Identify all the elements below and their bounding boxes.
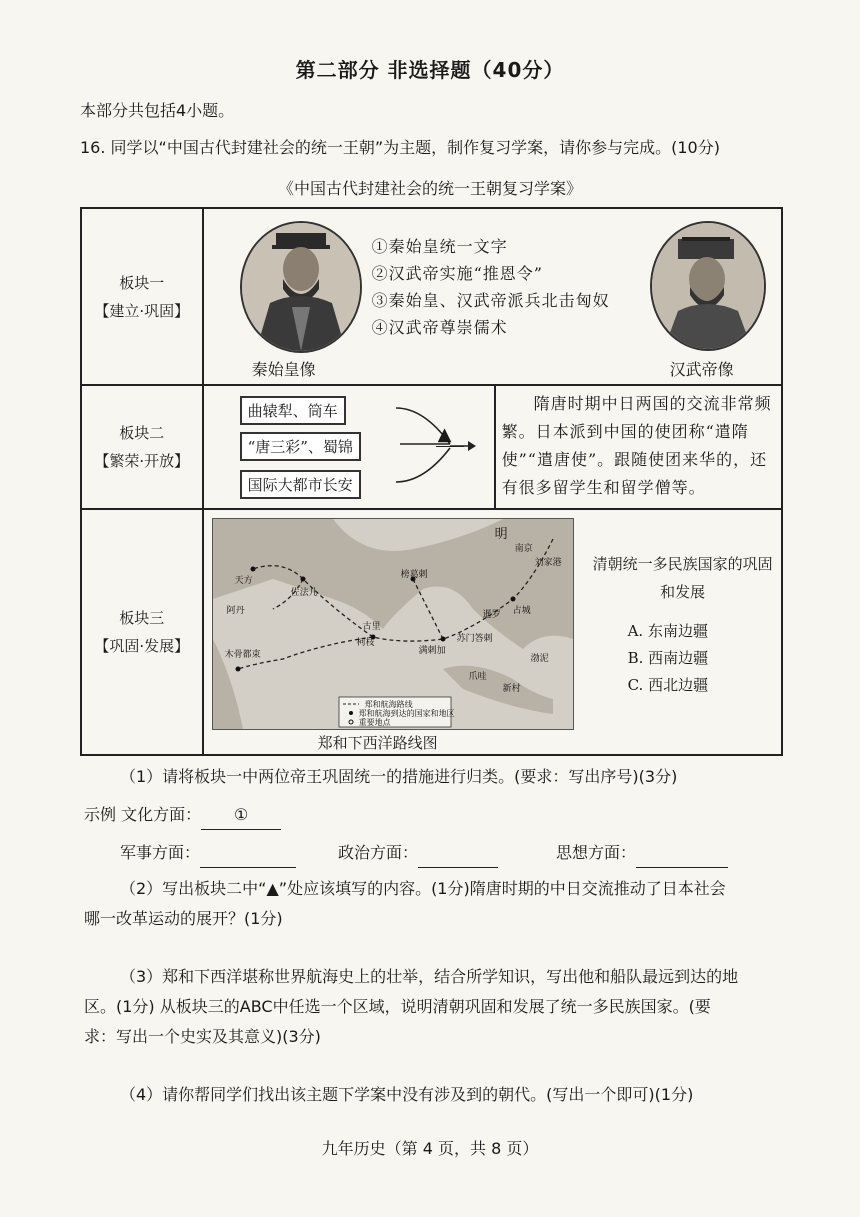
inner-divider [494, 386, 496, 508]
map-label: 暹罗 [482, 610, 501, 620]
section1-measures [372, 233, 610, 341]
map-label: 渤泥 [530, 654, 549, 664]
study-case-table [80, 207, 783, 756]
page-footer: 九年历史（第 4 页，共 8 页） [321, 1139, 539, 1158]
political-answer-row [338, 838, 498, 868]
section3-label: 板块三 【巩固·发展】 [81, 509, 203, 755]
measure-item: ③秦始皇、汉武帝派兵北击匈奴 [371, 291, 610, 310]
qin-shi-huang-portrait [240, 221, 362, 353]
map-legend-item: 郑和航海到达的国家和地区 [358, 709, 455, 718]
map-label: 新村 [502, 684, 521, 694]
qin-portrait-caption: 秦始皇像 [251, 360, 316, 379]
study-case-title: 《中国古代封建社会的统一王朝复习学案》 [277, 179, 582, 198]
map-caption: 郑和下西洋路线图 [317, 734, 438, 752]
thought-answer-field[interactable] [636, 838, 728, 868]
blank-line [436, 446, 464, 447]
example-row [84, 800, 281, 830]
thought-answer-row [556, 838, 728, 868]
sui-tang-paragraph: 隋唐时期中日两国的交流非常频繁。日本派到中国的使团称“遣隋使”“遣唐使”。跟随使团来华的，还有很多留学生和留学僧等。 [501, 394, 772, 497]
subquestion-2-line1: （2）写出板块二中“▲”处应该填写的内容。(1分)隋唐时期的中日交流推动了日本社会 [120, 879, 726, 898]
blank-triangle-mark: ▲ [437, 424, 452, 445]
achievement-box: 国际大都市长安 [240, 470, 361, 499]
region-option: A. 东南边疆 [627, 622, 708, 640]
map-label: 爪哇 [468, 672, 487, 682]
example-answer: ① [201, 800, 281, 830]
map-label: 天方 [234, 576, 253, 586]
map-label: 阿丹 [226, 606, 245, 616]
subquestion-3-line2: 区。(1分) 从板块三的ABC中任选一个区域，说明清朝巩固和发展了统一多民族国家。(要 [84, 997, 711, 1016]
map-legend-item: 重要地点 [358, 718, 391, 727]
subquestion-3-line1: （3）郑和下西洋堪称世界航海史上的壮举，结合所学知识，写出他和船队最远到达的地 [120, 967, 739, 986]
region-options [628, 618, 709, 699]
political-answer-field[interactable] [418, 838, 498, 868]
question-16-stem: 16. 同学以“中国古代封建社会的统一王朝”为主题，制作复习学案，请你参与完成。(10分) [80, 138, 720, 157]
subquestion-2-line2: 哪一改革运动的展开？(1分) [84, 909, 283, 928]
military-label: 军事方面： [120, 843, 201, 862]
map-label: 刘家港 [534, 558, 562, 568]
section2-label: 板块二 【繁荣·开放】 [81, 385, 203, 509]
han-wudi-portrait [650, 221, 766, 351]
achievement-box: “唐三彩”、蜀锦 [240, 432, 361, 461]
achievement-box: 曲辕犁、筒车 [240, 396, 346, 425]
map-label: 占城 [512, 606, 531, 616]
section3-content [203, 509, 782, 755]
part-title: 第二部分 非选择题（40分） [295, 58, 565, 82]
subquestion-3-line3: 求：写出一个史实及其意义)(3分) [84, 1027, 321, 1046]
map-label: 满剌加 [418, 646, 446, 656]
measure-item: ①秦始皇统一文字 [371, 237, 508, 256]
map-label: 南京 [514, 544, 533, 554]
region-option: C. 西北边疆 [627, 676, 709, 694]
map-label: 苏门答剌 [456, 634, 493, 644]
subquestion-4: （4）请你帮同学们找出该主题下学案中没有涉及到的朝代。(写出一个即可)(1分) [120, 1085, 694, 1104]
military-answer-row [120, 838, 296, 868]
map-legend-item: 郑和航海路线 [364, 700, 413, 709]
han-portrait-caption: 汉武帝像 [669, 360, 734, 379]
section1-content [203, 208, 782, 385]
measure-item: ②汉武帝实施“推恩令” [371, 264, 543, 283]
part-intro: 本部分共包括4小题。 [80, 101, 235, 120]
zheng-he-route-map [212, 518, 574, 730]
map-label: 榜葛剌 [400, 570, 428, 580]
political-label: 政治方面： [338, 843, 419, 862]
measure-item: ④汉武帝尊崇儒术 [371, 318, 508, 337]
map-label: 柯枝 [356, 638, 375, 648]
section1-label: 板块一 【建立·巩固】 [81, 208, 203, 385]
map-label: 明 [494, 527, 508, 542]
thought-label: 思想方面： [556, 843, 637, 862]
map-label: 佐法儿 [290, 588, 318, 598]
map-label: 木骨都束 [224, 650, 261, 660]
subquestion-1: （1）请将板块一中两位帝王巩固统一的措施进行归类。(要求：写出序号)(3分) [120, 767, 678, 786]
qing-unification-title: 清朝统一多民族国家的巩固和发展 [592, 555, 773, 601]
section2-content [203, 385, 782, 509]
example-label: 示例 文化方面： [84, 805, 202, 824]
map-label: 古里 [362, 622, 381, 632]
military-answer-field[interactable] [200, 838, 296, 868]
region-option: B. 西南边疆 [627, 649, 709, 667]
